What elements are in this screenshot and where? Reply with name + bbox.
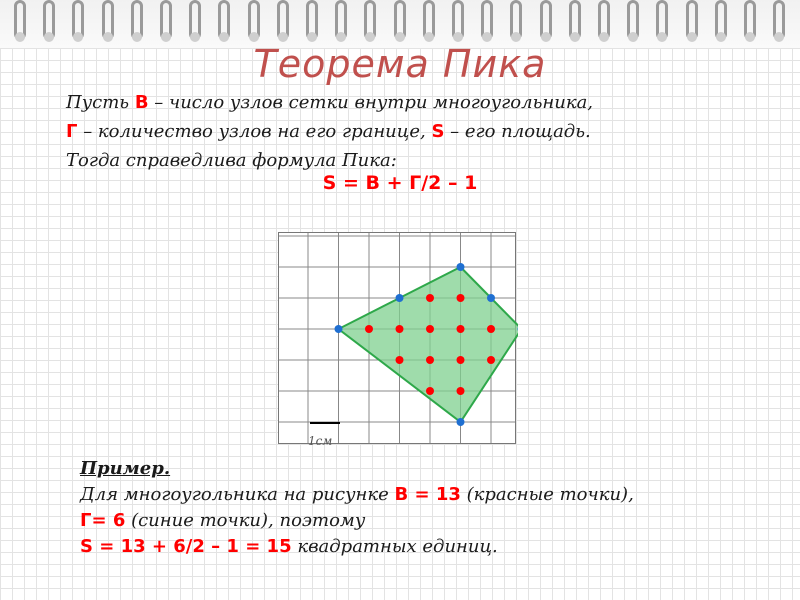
interior-point <box>457 387 465 395</box>
page-title: Теорема Пика <box>253 42 547 86</box>
binding-hole <box>249 32 259 42</box>
binding-hole <box>745 32 755 42</box>
binding-hole <box>278 32 288 42</box>
binding-hole <box>628 32 638 42</box>
interior-point <box>426 387 434 395</box>
definition-line-3: Тогда справедлива формула Пика: <box>66 150 397 171</box>
binding-hole <box>599 32 609 42</box>
theorem-definition <box>66 88 766 175</box>
binding-hole <box>657 32 667 42</box>
boundary-point <box>457 418 465 426</box>
binding-hole <box>570 32 580 42</box>
binding-hole <box>774 32 784 42</box>
binding-hole <box>365 32 375 42</box>
polygon-figure <box>278 232 518 452</box>
interior-point <box>396 325 404 333</box>
binding-hole <box>395 32 405 42</box>
binding-hole <box>132 32 142 42</box>
binding-hole <box>424 32 434 42</box>
pick-formula: S = В + Г/2 – 1 <box>322 172 478 194</box>
example-line-3: S = 13 + 6/2 – 1 = 15 квадратных единиц. <box>80 536 498 557</box>
interior-point <box>487 356 495 364</box>
boundary-point <box>335 325 343 333</box>
binding-hole <box>687 32 697 42</box>
interior-point <box>457 325 465 333</box>
scale-label: 1см <box>308 434 333 448</box>
boundary-point <box>457 263 465 271</box>
binding-hole <box>541 32 551 42</box>
example-heading: Пример. <box>80 458 171 479</box>
interior-point <box>457 294 465 302</box>
definition-line-2: Г – количество узлов на его границе, S – его площадь. <box>66 121 591 142</box>
symbol-g: Г <box>66 121 78 142</box>
binding-hole <box>161 32 171 42</box>
binding-hole <box>453 32 463 42</box>
interior-point <box>365 325 373 333</box>
interior-point <box>457 356 465 364</box>
example-line-2: Г= 6 (синие точки), поэтому <box>80 510 366 531</box>
symbol-s: S <box>431 121 445 142</box>
symbol-b: В <box>134 92 149 113</box>
interior-point <box>426 356 434 364</box>
boundary-point <box>487 294 495 302</box>
binding-hole <box>336 32 346 42</box>
binding-hole <box>511 32 521 42</box>
notebook-binding <box>0 0 800 48</box>
binding-hole <box>15 32 25 42</box>
boundary-point <box>396 294 404 302</box>
interior-point <box>426 325 434 333</box>
interior-point <box>487 325 495 333</box>
binding-hole <box>482 32 492 42</box>
binding-hole <box>307 32 317 42</box>
interior-point <box>426 294 434 302</box>
binding-hole <box>73 32 83 42</box>
binding-hole <box>219 32 229 42</box>
interior-point <box>396 356 404 364</box>
binding-hole <box>716 32 726 42</box>
example-block <box>80 456 780 560</box>
binding-hole <box>190 32 200 42</box>
example-line-1: Для многоугольника на рисунке В = 13 (красные точки), <box>80 484 634 505</box>
binding-hole <box>44 32 54 42</box>
definition-line-1: Пусть В – число узлов сетки внутри многоугольника, <box>66 92 594 113</box>
binding-hole <box>103 32 113 42</box>
